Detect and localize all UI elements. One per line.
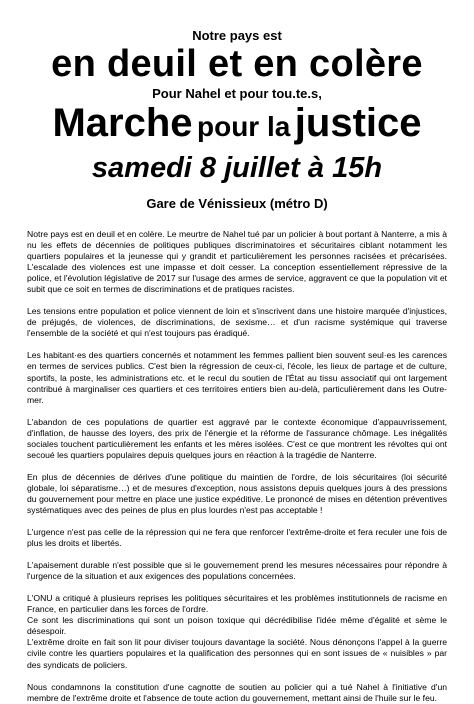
- event-date: samedi 8 juillet à 15h: [91, 152, 383, 184]
- event-location: Gare de Vénissieux (métro D): [146, 196, 328, 211]
- headline-march-word: Marche: [52, 101, 193, 145]
- paragraph-intro: Notre pays est en deuil et en colère. Le meurtre de Nahel tué par un policier à bout portant à Nanterre, a mis à nu les effets de décennies de politiques publiques discriminatoires et sécuritaires ciblant notamment les quartiers populaires et la jeunesse qui y grandit et particulièrement les personnes racisées et précarisées. L'escalade des violences est une impasse et doit cesser. La conception essentiellement répressive de la police, et l'évolution législative de 2017 sur l'usage des armes de service, aggravent ce que la population vit et subit que ce soit en termes de discriminations et de pratiques racistes.: [27, 229, 447, 295]
- headline-mourning: en deuil et en colère: [51, 43, 423, 85]
- body-text: [27, 229, 447, 704]
- paragraph-appeasement: L'apaisement durable n'est possible que si le gouvernement prend les mesures nécessaires pour répondre à l'urgence de la situation et aux exigences des populations concernées.: [27, 560, 447, 582]
- header-dedication: Pour Nahel et pour tou.te.s,: [152, 86, 322, 101]
- headline-march: [27, 101, 447, 154]
- headline-justice-word: justice: [294, 101, 422, 145]
- paragraph-urgency: L'urgence n'est pas celle de la répression qui ne fera que renforcer l'extrême-droite et fera reculer une fois de plus les droits et libertés.: [27, 527, 447, 549]
- header-line-1: Notre pays est: [192, 28, 282, 43]
- headline-march-connector: pour la: [197, 111, 291, 142]
- paragraph-condemnation: Nous condamnons la constitution d'une cagnotte de soutien au policier qui a tué Nahel à l'initiative d'un membre de l'extrême droite et l'absence de toute action du gouvernement, mettant ainsi de l'huile sur le feu.: [27, 681, 447, 703]
- paragraph-residents: Les habitant·es des quartiers concernés et notamment les femmes pallient bien souvent seul·es les carences en termes de services publics. C'est bien la régression de ceux-ci, l'école, les lieux de partage et de culture, sportifs, la poste, les administrations etc. et le recul du soutien de l'État au tissu associatif qui ont largement contribué à marginaliser ces quartiers et ces territoires entiers bien au-delà, particulièrement dans les Outre- mer.: [27, 350, 447, 405]
- paragraph-tensions: Les tensions entre population et police viennent de loin et s'inscrivent dans une histoire marquée d'injustices, de préjugés, de violences, de discriminations, de sexisme… et d'un racisme systémique qui traverse l'ensemble de la société et qui n'est toujours pas éradiqué.: [27, 306, 447, 339]
- paragraph-onu: L'ONU a critiqué à plusieurs reprises les politiques sécuritaires et les problèmes institutionnels de racisme en France, en particulier dans les forces de l'ordre. Ce sont les discriminations qui sont un poison toxique qui décrédibilise l'idée même d'égalité et sème le désespoir. L'extrême droite en fait son lit pour diviser toujours davantage la société. Nous dénonçons l'appel à la guerre civile contre les quartiers populaires et la qualification des personnes qui en sont issues de « nuisibles » par des syndicats de policiers.: [27, 593, 447, 670]
- paragraph-justice: En plus de décennies de dérives d'une politique du maintien de l'ordre, de lois sécuritaires (loi sécurité globale, loi séparatisme…) et de mesures d'exception, nous assistons depuis quelques jours à des pressions du gouvernement pour mettre en place une justice expéditive. Le prononcé de mises en détention préventives systématiques avec des peines de plus en plus lourdes n'est pas acceptable !: [27, 471, 447, 515]
- paragraph-abandonment: L'abandon de ces populations de quartier est aggravé par le contexte économique d'appauvrissement, d'inflation, de hausse des loyers, des prix de l'énergie et la réforme de l'assurance chômage. Les inégalités sociales touchent particulièrement les enfants et les mères isolées. C'est ce que montrent les révoltes qui ont secoué les quartiers populaires depuis quelques jours en réaction à la tragédie de Nanterre.: [27, 416, 447, 460]
